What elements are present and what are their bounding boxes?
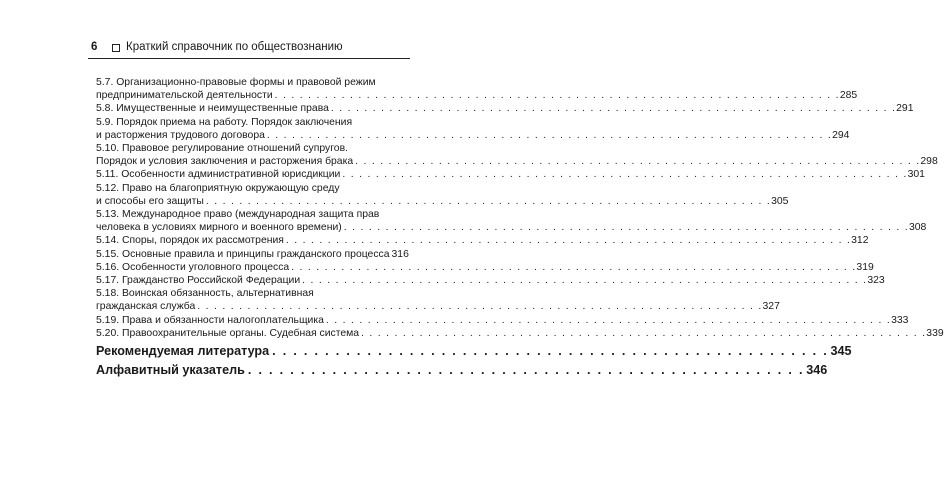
toc-entry-text: 5.18. Воинская обязанность, альтернативная (96, 288, 314, 300)
toc-page-number: 327 (762, 301, 780, 313)
dot-leader (289, 261, 856, 274)
dot-leader (195, 300, 762, 313)
toc-page-number: 305 (771, 195, 789, 207)
toc-entry[interactable] (96, 314, 909, 327)
dot-leader (324, 314, 891, 327)
toc-page-number: 319 (856, 261, 874, 273)
toc-entry-line-last (96, 168, 925, 181)
toc-entry-text: 5.8. Имущественные и неимущественные права (96, 103, 329, 115)
toc-entry[interactable] (96, 168, 925, 181)
toc-entry-text: и способы его защиты (96, 195, 204, 207)
toc-page-number: 346 (806, 363, 828, 378)
toc-entry-line-last (96, 327, 944, 340)
toc-entry-text: 5.19. Права и обязанности налогоплательщика (96, 314, 324, 326)
dot-leader (353, 155, 920, 168)
toc-entry-line-last (96, 155, 938, 168)
toc-entry[interactable] (96, 208, 927, 234)
toc-page-number: 294 (832, 129, 850, 141)
dot-leader (269, 344, 828, 358)
toc-page-number: 345 (830, 344, 852, 359)
book-title: Краткий справочник по обществознанию (126, 41, 343, 53)
toc-bold-entry[interactable] (96, 363, 828, 378)
toc-entry-line-last (96, 300, 780, 313)
toc-entry-line-last (96, 248, 409, 261)
toc-entry-text: человека в условиях мирного и военного времени) (96, 222, 342, 234)
dot-leader (284, 234, 851, 247)
page-number: 6 (91, 41, 98, 53)
toc-page-number: 285 (839, 90, 858, 102)
toc-entry[interactable] (96, 287, 780, 313)
dot-leader (340, 168, 907, 181)
toc-entry[interactable] (96, 248, 409, 261)
toc-entry-text: 5.16. Особенности уголовного процесса (96, 261, 290, 273)
toc-bold-entry-text: Рекомендуемая литература (96, 344, 270, 359)
dot-leader (265, 129, 832, 142)
toc-entry-line-last (96, 195, 789, 208)
toc-entry-text: 5.15. Основные правила и принципы гражданского процесса (96, 248, 390, 260)
toc-page-number: 323 (867, 275, 885, 287)
toc-entry-text: 5.17. Гражданство Российской Федерации (96, 275, 301, 287)
dot-leader (329, 102, 896, 115)
toc-entry-line-last (96, 129, 850, 142)
toc-entry-text: 5.20. Правоохранительные органы. Судебная система (96, 327, 360, 339)
toc-entry-line-last (96, 234, 869, 247)
toc-entry-text: предпринимательской деятельности (96, 90, 273, 102)
toc-entry-text: и расторжения трудового договора (96, 129, 265, 141)
toc-bold-entry[interactable] (96, 344, 852, 359)
toc-entry-line-last (96, 314, 909, 327)
toc-bold-entry-text: Алфавитный указатель (96, 363, 245, 378)
toc-entry[interactable] (96, 327, 944, 340)
toc-entry-text: гражданская служба (96, 301, 196, 313)
toc-entry-text: Порядок и условия заключения и расторжения брака (96, 156, 354, 168)
toc-entry[interactable] (96, 182, 789, 208)
dot-leader (342, 221, 909, 234)
toc-entry-line-last (96, 274, 885, 287)
toc-entry-line (96, 116, 403, 129)
toc-page-number: 312 (851, 235, 869, 247)
dot-leader (204, 195, 771, 208)
running-header (88, 40, 410, 59)
toc-entry[interactable] (96, 274, 885, 287)
toc-entry-line-last (96, 221, 927, 234)
toc-entry[interactable] (96, 142, 938, 168)
toc-entry-line (96, 208, 403, 221)
toc-entry-text: 5.14. Споры, порядок их рассмотрения (96, 235, 284, 247)
toc-entry-line (96, 182, 403, 195)
toc-entry[interactable] (96, 116, 850, 142)
toc-page-number: 298 (920, 156, 938, 168)
square-bullet-icon (112, 44, 120, 52)
toc-entry-text: 5.10. Правовое регулирование отношений супругов. (96, 143, 348, 155)
toc-entry-line (96, 287, 403, 300)
dot-leader (300, 274, 867, 287)
toc-entry-line-last (96, 102, 914, 115)
toc-entry[interactable] (96, 234, 869, 247)
toc-entry-line-last (96, 89, 858, 102)
toc-entry-text: 5.9. Порядок приема на работу. Порядок заключения (96, 116, 353, 128)
toc-page-number: 301 (907, 169, 925, 181)
toc-entry-line (96, 142, 403, 155)
toc-page-number: 291 (896, 103, 914, 115)
toc-entry-line-last (96, 261, 874, 274)
toc-entry[interactable] (96, 76, 858, 102)
dot-leader (245, 363, 804, 377)
toc-entry-text: 5.13. Международное право (международная защита прав (96, 209, 380, 221)
toc-page-number: 333 (891, 314, 909, 326)
table-of-contents (96, 76, 944, 378)
toc-entry-line (96, 76, 403, 89)
dot-leader (359, 327, 926, 340)
dot-leader (273, 89, 840, 102)
toc-page-number: 339 (926, 327, 944, 339)
toc-entry-text: 5.12. Право на благоприятную окружающую среду (96, 182, 340, 194)
toc-page-number: 308 (908, 222, 927, 234)
toc-entry[interactable] (96, 261, 874, 274)
toc-entry-text: 5.7. Организационно-правовые формы и правовой режим (96, 77, 376, 88)
toc-entry-text: 5.11. Особенности административной юрисдикции (96, 169, 341, 181)
toc-entry[interactable] (96, 102, 914, 115)
toc-page-number: 316 (391, 248, 409, 260)
